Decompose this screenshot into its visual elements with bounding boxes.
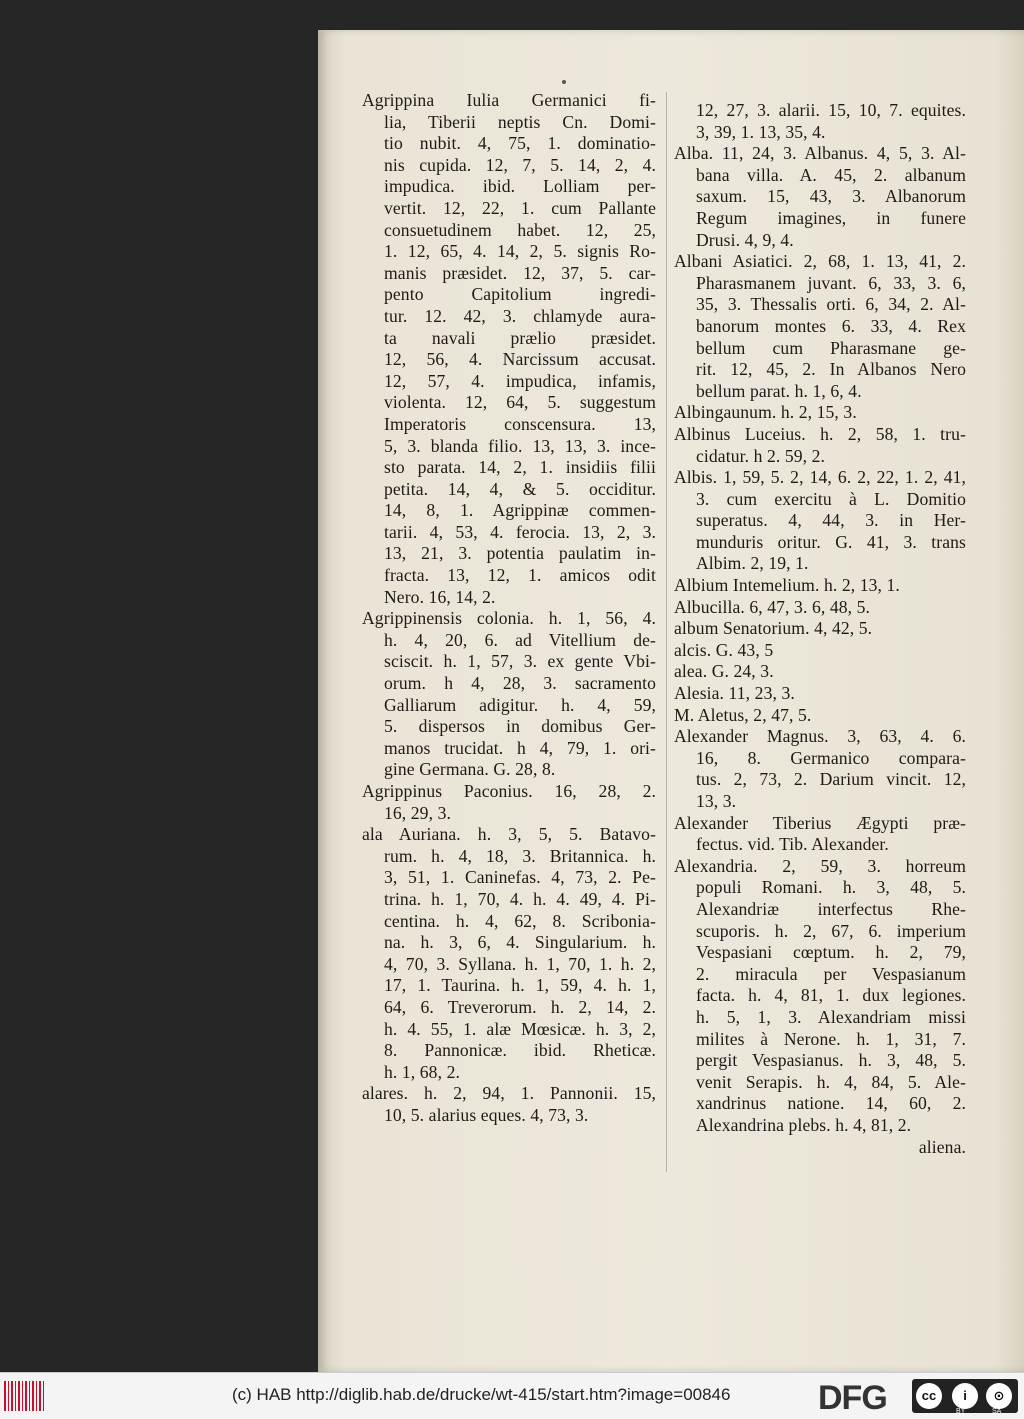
entry-line: 3, 51, 1. Caninefas. 4, 73, 2. Pe- (384, 867, 656, 888)
index-entry (362, 608, 656, 781)
entry-line: rum. h. 4, 18, 3. Britannica. h. (384, 845, 656, 866)
cc-license-badge[interactable] (912, 1379, 1018, 1413)
entry-line: Pharasmanem juvant. 6, 33, 3. 6, (696, 272, 966, 293)
entry-line: populi Romani. h. 3, 48, 5. (696, 877, 966, 898)
entry-line: 17, 1. Taurina. h. 1, 59, 4. h. 1, (384, 975, 656, 996)
entry-line: centina. h. 4, 62, 8. Scribonia- (384, 910, 656, 931)
index-entry (362, 90, 656, 608)
index-entry (362, 781, 656, 824)
entry-line: cidatur. h 2. 59, 2. (696, 445, 826, 466)
entry-headword-line: album Senatorium. 4, 42, 5. (674, 618, 873, 639)
entry-line: nis cupida. 12, 7, 5. 14, 2, 4. (384, 154, 656, 175)
entry-line: 3, 39, 1. 13, 35, 4. (696, 121, 826, 142)
entry-headword-line: alcis. G. 43, 5 (674, 639, 774, 660)
entry-line: Vespasiani cœptum. h. 2, 79, (696, 942, 966, 963)
entry-line: scuporis. h. 2, 67, 6. imperium (696, 920, 966, 941)
entry-headword-line: Agrippinus Paconius. 16, 28, 2. (362, 781, 656, 801)
entry-line: 2. miracula per Vespasianum (696, 963, 966, 984)
entry-line: 4, 70, 3. Syllana. h. 1, 70, 1. h. 2, (384, 953, 656, 974)
entry-line: ta navali prælio præsidet. (384, 327, 656, 348)
index-entry (674, 424, 966, 467)
entry-line: h. 1, 68, 2. (384, 1061, 460, 1082)
entry-line: Galliarum adigitur. h. 4, 59, (384, 694, 656, 715)
entry-line: tio nubit. 4, 75, 1. dominatio- (384, 133, 656, 154)
index-column-right (674, 100, 966, 1158)
copyright-url[interactable]: (c) HAB http://diglib.hab.de/drucke/wt-415/start.htm?image=00846 (232, 1385, 731, 1404)
sa-label: SA (992, 1408, 1002, 1415)
index-entry (674, 402, 966, 424)
entry-headword-line: Alba. 11, 24, 3. Albanus. 4, 5, 3. Al- (674, 143, 966, 164)
entry-line: 8. Pannonicæ. ibid. Rheticæ. (384, 1040, 656, 1061)
entry-line: 64, 6. Treverorum. h. 2, 14, 2. (384, 996, 656, 1017)
entry-headword-line: Albani Asiatici. 2, 68, 1. 13, 41, 2. (674, 251, 966, 272)
entry-line: 5, 3. blanda filio. 13, 13, 3. ince- (384, 435, 656, 456)
entry-line: Imperatoris conscensura. 13, (384, 413, 656, 434)
cc-icon: cc (916, 1383, 942, 1409)
footer-bar (0, 1372, 1024, 1419)
index-entry (674, 661, 966, 683)
entry-headword-line: Alexander Tiberius Ægypti præ- (674, 812, 966, 833)
entry-line: 1. 12, 65, 4. 14, 2, 5. signis Ro- (384, 241, 656, 262)
entry-headword-line: Albinus Luceius. h. 2, 58, 1. tru- (674, 423, 966, 444)
entry-line: 35, 3. Thessalis orti. 6, 34, 2. Al- (696, 294, 966, 315)
index-entry (362, 1083, 656, 1126)
entry-line: xandrinus natione. 14, 60, 2. (696, 1093, 966, 1114)
entry-headword-line: alea. G. 24, 3. (674, 661, 774, 682)
entry-line: Albim. 2, 19, 1. (696, 553, 809, 574)
index-entry (674, 640, 966, 662)
entry-line: gine Germana. G. 28, 8. (384, 759, 556, 780)
entry-headword-line: Alesia. 11, 23, 3. (674, 683, 795, 704)
dfg-logo[interactable]: DFG (818, 1379, 887, 1417)
entry-line: Alexandriæ interfectus Rhe- (696, 898, 966, 919)
entry-line: 3. cum exercitu à L. Domitio (696, 488, 966, 509)
entry-line: munduris oritur. G. 41, 3. trans (696, 531, 966, 552)
entry-line: 13, 3. (696, 791, 737, 811)
entry-line: fectus. vid. Tib. Alexander. (696, 834, 889, 855)
entry-headword-line: Albis. 1, 59, 5. 2, 14, 6. 2, 22, 1. 2, 41, (674, 467, 966, 488)
sa-icon: ⊙ (986, 1383, 1012, 1409)
entry-line: Nero. 16, 14, 2. (384, 586, 496, 607)
entry-line: manos trucidat. h 4, 79, 1. ori- (384, 737, 656, 758)
entry-line: sto parata. 14, 2, 1. insidiis filii (384, 457, 656, 478)
entry-line: 14, 8, 1. Agrippinæ commen- (384, 500, 656, 521)
entry-headword-line: Agrippina Iulia Germanici fi- (362, 90, 656, 110)
index-entry (674, 575, 966, 597)
entry-line: 13, 21, 3. potentia paulatim in- (384, 543, 656, 564)
entry-line: venit Serapis. h. 4, 84, 5. Ale- (696, 1071, 966, 1092)
entry-headword-line: Alexandria. 2, 59, 3. horreum (674, 855, 966, 876)
index-entry (674, 143, 966, 251)
entry-headword-line: Agrippinensis colonia. h. 1, 56, 4. (362, 608, 656, 629)
entry-line: 12, 27, 3. alarii. 15, 10, 7. equites. (696, 100, 966, 120)
index-entry (674, 467, 966, 575)
entry-line: Alexandrina plebs. h. 4, 81, 2. (696, 1114, 912, 1135)
entry-line: manis præsidet. 12, 37, 5. car- (384, 262, 656, 283)
index-entry (674, 705, 966, 727)
entry-line: tus. 2, 73, 2. Darium vincit. 12, (696, 769, 966, 790)
entry-headword-line: Albucilla. 6, 47, 3. 6, 48, 5. (674, 596, 871, 617)
entry-line: pento Capitolium ingredi- (384, 284, 656, 305)
entry-headword-line: ala Auriana. h. 3, 5, 5. Batavo- (362, 824, 656, 845)
entry-line: h. 4. 55, 1. alæ Mœsicæ. h. 3, 2, (384, 1018, 656, 1039)
index-entry (674, 856, 966, 1137)
entry-line: orum. h 4, 28, 3. sacramento (384, 673, 656, 694)
index-column-left (362, 90, 656, 1127)
entry-line: trina. h. 1, 70, 4. h. 4. 49, 4. Pi- (384, 888, 656, 909)
catchword: aliena. (918, 1136, 966, 1157)
entry-line: facta. h. 4, 81, 1. dux legiones. (696, 985, 966, 1006)
index-entry (674, 100, 966, 143)
entry-line: impudica. ibid. Lolliam per- (384, 176, 656, 197)
entry-line: vertit. 12, 22, 1. cum Pallante (384, 197, 656, 218)
entry-line: banorum montes 6. 33, 4. Rex (696, 315, 966, 336)
entry-line: bellum parat. h. 1, 6, 4. (696, 380, 862, 401)
entry-line: tarii. 4, 53, 4. ferocia. 13, 2, 3. (384, 521, 656, 542)
hab-logo-icon[interactable] (4, 1381, 44, 1411)
entry-line: 16, 29, 3. (384, 802, 451, 823)
page-mark (562, 80, 566, 84)
entry-line: h. 5, 1, 3. Alexandriam missi (696, 1006, 966, 1027)
index-entry (674, 726, 966, 812)
entry-headword-line: alares. h. 2, 94, 1. Pannonii. 15, (362, 1083, 656, 1104)
by-icon: i (952, 1383, 978, 1409)
entry-line: violenta. 12, 64, 5. suggestum (384, 392, 656, 413)
entry-line: 16, 8. Germanico compara- (696, 747, 966, 768)
entry-line: 12, 57, 4. impudica, infamis, (384, 370, 656, 391)
entry-line: pergit Vespasianus. h. 3, 48, 5. (696, 1050, 966, 1071)
entry-line: 5. dispersos in domibus Ger- (384, 716, 656, 737)
entry-line: saxum. 15, 43, 3. Albanorum (696, 186, 966, 207)
entry-headword-line: Albium Intemelium. h. 2, 13, 1. (674, 575, 900, 596)
entry-line: Drusi. 4, 9, 4. (696, 229, 794, 250)
entry-line: milites à Nerone. h. 1, 31, 7. (696, 1028, 966, 1049)
index-entry (674, 683, 966, 705)
column-divider (666, 92, 667, 1172)
entry-headword-line: Albingaunum. h. 2, 15, 3. (674, 402, 857, 423)
entry-line: lia, Tiberii neptis Cn. Domi- (384, 111, 656, 132)
entry-line: petita. 14, 4, & 5. occiditur. (384, 478, 656, 499)
entry-line: tur. 12. 42, 3. chlamyde aura- (384, 305, 656, 326)
entry-line: bana villa. A. 45, 2. albanum (696, 164, 966, 185)
entry-line: bellum cum Pharasmane ge- (696, 337, 966, 358)
entry-headword-line: M. Aletus, 2, 47, 5. (674, 704, 812, 725)
entry-headword-line: Alexander Magnus. 3, 63, 4. 6. (674, 726, 966, 747)
entry-line: na. h. 3, 6, 4. Singularium. h. (384, 932, 656, 953)
index-entry (362, 824, 656, 1083)
entry-line: sciscit. h. 1, 57, 3. ex gente Vbi- (384, 651, 656, 672)
entry-line: Regum imagines, in funere (696, 207, 966, 228)
entry-line: 10, 5. alarius eques. 4, 73, 3. (384, 1104, 589, 1125)
by-label: BY (956, 1408, 966, 1415)
entry-line: 12, 56, 4. Narcissum accusat. (384, 349, 656, 370)
entry-line: consuetudinem habet. 12, 25, (384, 219, 656, 240)
index-entry (674, 597, 966, 619)
entry-line: h. 4, 20, 6. ad Vitellium de- (384, 629, 656, 650)
index-entry (674, 251, 966, 402)
entry-line: superatus. 4, 44, 3. in Her- (696, 510, 966, 531)
entry-line: fracta. 13, 12, 1. amicos odit (384, 565, 656, 586)
index-entry (674, 618, 966, 640)
index-entry (674, 813, 966, 856)
entry-line: rit. 12, 45, 2. In Albanos Nero (696, 359, 966, 380)
